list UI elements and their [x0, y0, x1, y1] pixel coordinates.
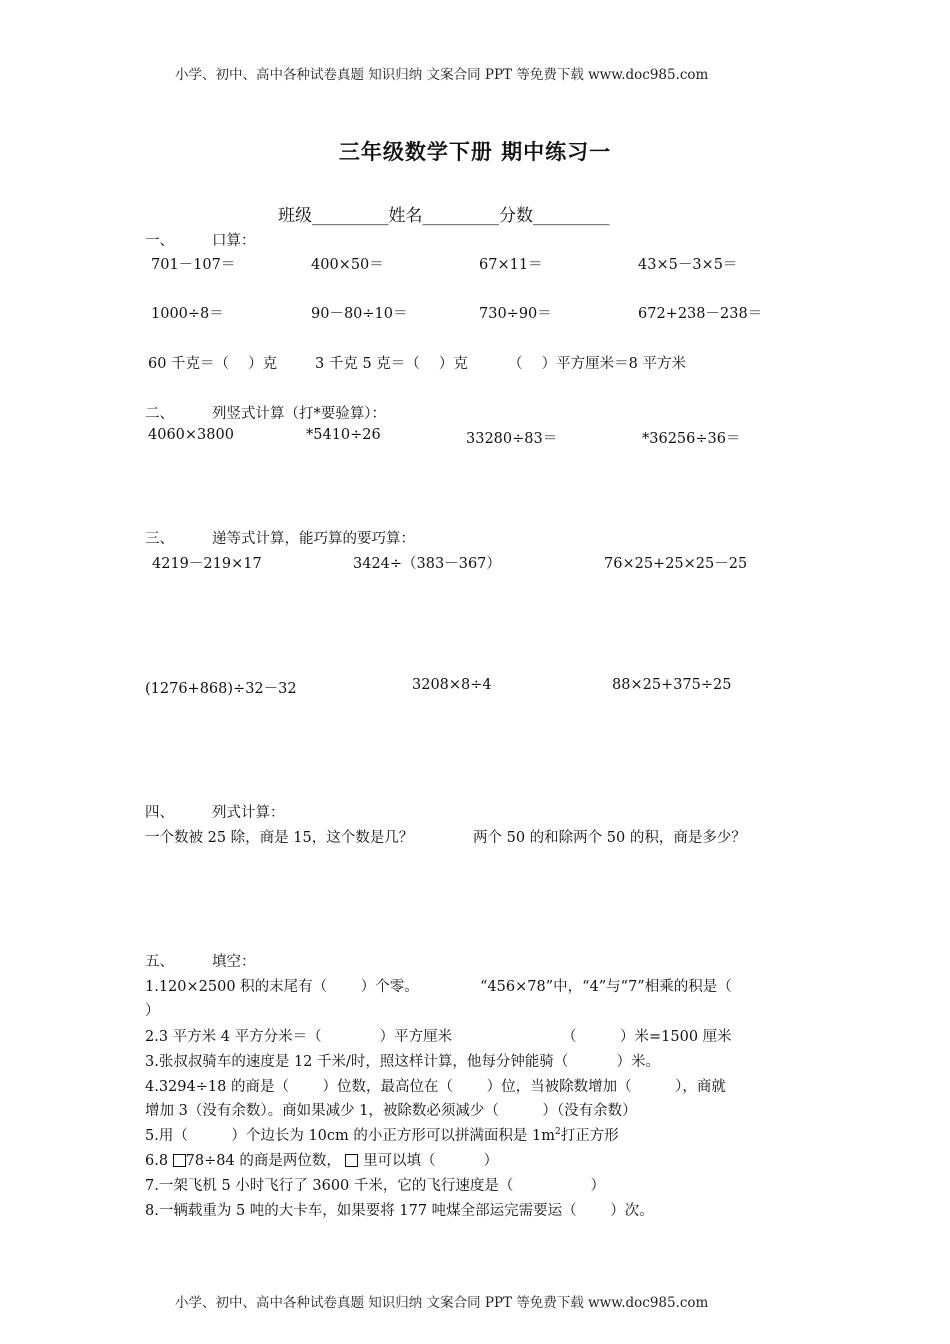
- stepwise-calc-item: 88×25+375÷25: [612, 677, 732, 693]
- stepwise-calc-item: 4219－219×17: [152, 556, 262, 572]
- section5-heading: 填空：: [212, 954, 256, 970]
- mental-math-item: 1000÷8＝: [151, 306, 224, 322]
- fill-blank-text: 里可以填（ ）: [363, 1153, 499, 1169]
- section5-number: 五、: [145, 954, 174, 970]
- fill-blank-item: 3.张叔叔骑车的速度是 12 千米/时，照这样计算，他每分钟能骑（ ）米。: [145, 1054, 660, 1070]
- unit-conversion-item: 60 千克＝（ ）克: [148, 356, 278, 372]
- fill-blank-item: （ ）米=1500 厘米: [562, 1029, 732, 1045]
- section4-heading: 列式计算：: [212, 805, 285, 821]
- section2-number: 二、: [145, 406, 174, 422]
- mental-math-item: 672+238－238＝: [638, 306, 763, 322]
- fill-blank-text: 5.用（ ）个边长为 10cm 的小正方形可以拼满面积是 1m: [145, 1128, 555, 1144]
- stepwise-calc-item: 3208×8÷4: [412, 677, 492, 693]
- fill-blank-item: 1.120×2500 积的末尾有（ ）个零。: [145, 979, 419, 995]
- mental-math-item: 90－80÷10＝: [311, 306, 408, 322]
- fill-blank-text: 打正方形: [560, 1128, 619, 1144]
- mental-math-item: 701－107＝: [151, 257, 236, 273]
- page-footer: 小学、初中、高中各种试卷真题 知识归纳 文案合同 PPT 等免费下载 www.doc985.com: [175, 1295, 709, 1311]
- fill-blank-item: [145, 1124, 619, 1145]
- stepwise-calc-item: (1276+868)÷32－32: [145, 681, 297, 697]
- fill-blank-item: ）: [145, 1003, 160, 1019]
- fill-blank-text: 6.8: [145, 1153, 173, 1169]
- superscript: 2: [554, 1127, 561, 1138]
- word-problem: 一个数被 25 除，商是 15，这个数是几？: [145, 830, 414, 846]
- fill-blank-text: 78÷84 的商是两位数，: [185, 1153, 341, 1169]
- blank-square-icon: [173, 1154, 186, 1167]
- mental-math-item: 67×11＝: [479, 257, 543, 273]
- fill-blank-item: 8.一辆载重为 5 吨的大卡车，如果要将 177 吨煤全部运完需要运（ ）次。: [145, 1203, 654, 1219]
- vertical-calc-item: *36256÷36＝: [642, 431, 741, 447]
- section4-number: 四、: [145, 805, 174, 821]
- mental-math-item: 400×50＝: [311, 257, 384, 273]
- stepwise-calc-item: 3424÷（383－367）: [353, 556, 501, 572]
- section1-heading: 口算：: [212, 233, 256, 249]
- vertical-calc-item: 4060×3800: [148, 427, 234, 443]
- fill-blank-item: 7.一架飞机 5 小时飞行了 3600 千米，它的飞行速度是（ ）: [145, 1178, 606, 1194]
- page-header: 小学、初中、高中各种试卷真题 知识归纳 文案合同 PPT 等免费下载 www.doc985.com: [175, 67, 709, 83]
- unit-conversion-item: 3 千克 5 克＝（ ）克: [315, 356, 468, 372]
- section1-number: 一、: [145, 233, 174, 249]
- word-problem: 两个 50 的和除两个 50 的积，商是多少？: [473, 830, 746, 846]
- vertical-calc-item: *5410÷26: [306, 427, 381, 443]
- page-title: 三年级数学下册 期中练习一: [338, 139, 612, 164]
- section3-number: 三、: [145, 531, 174, 547]
- fill-blank-item: [145, 1149, 498, 1170]
- student-info-line: 班级_________姓名_________分数_________: [278, 206, 610, 226]
- section2-heading: 列竖式计算（打*要验算）：: [212, 406, 386, 422]
- mental-math-item: 730÷90＝: [479, 306, 552, 322]
- fill-blank-item: 增加 3（没有余数）。商如果减少 1，被除数必须减少（ ）（没有余数）: [145, 1103, 637, 1119]
- fill-blank-item: 4.3294÷18 的商是（ ）位数，最高位在（ ）位，当被除数增加（ ），商就: [145, 1079, 726, 1095]
- stepwise-calc-item: 76×25+25×25－25: [604, 556, 748, 572]
- section3-heading: 递等式计算，能巧算的要巧算：: [212, 531, 415, 547]
- unit-conversion-item: （ ）平方厘米＝8 平方米: [508, 356, 686, 372]
- vertical-calc-item: 33280÷83＝: [466, 431, 558, 447]
- blank-square-icon: [345, 1154, 358, 1167]
- fill-blank-item: 2.3 平方米 4 平方分米＝（ ）平方厘米: [145, 1029, 453, 1045]
- fill-blank-item: “456×78”中，“4”与“7”相乘的积是（: [480, 979, 732, 995]
- mental-math-item: 43×5－3×5＝: [638, 257, 738, 273]
